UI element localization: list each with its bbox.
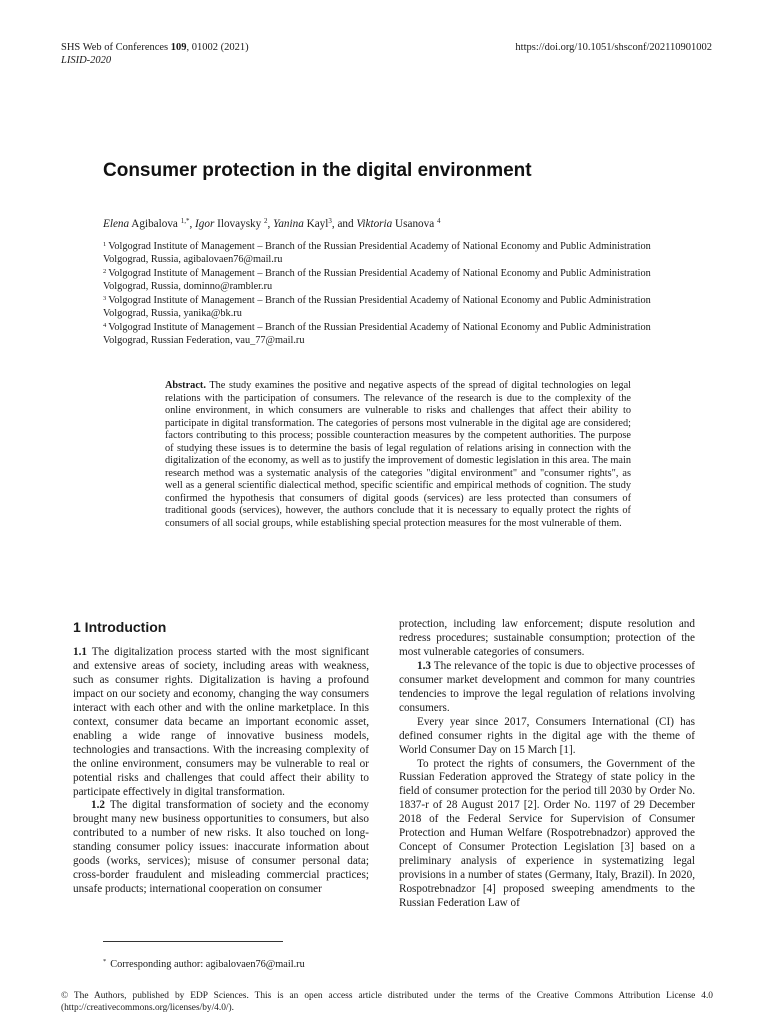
affiliation: [103, 266, 663, 293]
paragraph: [73, 646, 369, 799]
author-first-name: Yanina: [273, 218, 304, 230]
affiliation-text: Volgograd Institute of Management – Branch of the Russian Presidential Academy of National Economy and Public Administration Volgograd, Russian Federation, vau_77@mail.ru: [103, 322, 651, 346]
author: [195, 218, 273, 230]
journal-citation: [61, 41, 249, 54]
paragraph: [399, 660, 695, 716]
author-first-name: Elena: [103, 218, 130, 230]
author-affil-mark: 1,*: [180, 217, 190, 225]
paper-title: Consumer protection in the digital environment: [103, 160, 532, 181]
abstract-text: The study examines the positive and negative aspects of the spread of digital technologies on legal relations with the participation of consumers. The relevance of the research is due to the complexity of the online environment, in which consumers are vulnerable to risks and challenges that affect their ability to participate in digital transformation. The categories of persons most vulnerable in the digital age are considered; factors contributing to this process; possible counteraction measures by the competent authorities. The purpose of studying these issues is to determine the basis of legal regulation of relations arising in connection with the digitalization of the economy, as well as to justify the improvement of domestic legislation in this area. The main research method was a systematic analysis of the categories "digital environment" and "consumer rights", as well as a general scientific dialectical method, specific scientific and empirical methods of cognition. The study confirmed the hypothesis that consumers of digital goods (services) are less protected than consumers of traditional goods (services), however, the authors conclude that it is necessary to equally protect the rights of consumers of all social groups, while establishing special protection measures for the most vulnerable of them.: [165, 380, 631, 529]
affiliation-list: [103, 239, 663, 347]
author-last-name: Kayl: [303, 218, 329, 230]
paragraph-number: 1.1: [73, 646, 87, 658]
author-separator: , and: [331, 218, 357, 230]
author-separator: ,: [267, 218, 274, 230]
paragraph-number: 1.2: [91, 799, 105, 812]
affiliation-text: Volgograd Institute of Management – Branch of the Russian Presidential Academy of National Economy and Public Administration Volgograd, Russia, yanika@bk.ru: [103, 295, 651, 319]
affiliation: [103, 293, 663, 320]
affiliation: [103, 320, 663, 347]
author: [103, 218, 195, 230]
conference-name: LISID-2020: [61, 55, 112, 66]
abstract-label: Abstract.: [165, 380, 206, 391]
abstract: [165, 380, 631, 530]
running-header-left: [61, 41, 249, 67]
author-first-name: Viktoria: [356, 218, 393, 230]
affiliation-number: 1: [103, 241, 107, 248]
paragraph-text: The relevance of the topic is due to objective processes of consumer market development and common for many countries tendencies to improve the legal regulation of relations involving consumers.: [399, 659, 695, 714]
paragraph: To protect the rights of consumers, the Government of the Russian Federation approved the Strategy of state policy in the field of consumer protection for the period till 2030 by Order No. 1837-r of 28 August 2017 [2]. Order No. 1197 of 29 December 2018 of the Federal Service for Supervision of Consumer Protection and Human Welfare (Rospotrebnadzor) approved the Concept of Consumer Protection Legislation [3] based on a preliminary analysis of experience in systematizing legal provisions in a number of states (Germany, Italy, Brazil). In 2020, Rospotrebnadzor [4] proposed sweeping amendments to the Russian Federation Law of: [399, 757, 695, 910]
affiliation-text: Volgograd Institute of Management – Branch of the Russian Presidential Academy of National Economy and Public Administration Volgograd, Russia, agibalovaen76@mail.ru: [103, 241, 651, 265]
paragraph: protection, including law enforcement; dispute resolution and redress procedures; sustainable consumption; protection of the most vulnerable categories of consumers.: [399, 618, 695, 658]
paragraph-number: 1.3: [417, 659, 431, 672]
affiliation-number: 4: [103, 322, 107, 329]
footnote-mark: *: [103, 958, 107, 965]
footnote-text: Corresponding author: agibalovaen76@mail.ru: [110, 959, 305, 970]
paragraph: [73, 799, 369, 897]
affiliation-text: Volgograd Institute of Management – Branch of the Russian Presidential Academy of National Economy and Public Administration Volgograd, Russia, dominno@rambler.ru: [103, 268, 651, 292]
affiliation-number: 3: [103, 295, 107, 302]
journal-pages-year: , 01002 (2021): [186, 42, 249, 53]
section-heading: 1 Introduction: [73, 619, 167, 635]
journal-volume: 109: [170, 42, 187, 53]
doi-link[interactable]: https://doi.org/10.1051/shsconf/202110901002: [515, 42, 712, 53]
author-affil-mark: 4: [437, 217, 441, 225]
body-column-right: [399, 618, 695, 911]
author-list: [103, 214, 441, 231]
author-affil-mark: 3: [328, 217, 332, 225]
footnote-divider: [103, 941, 283, 942]
author: [356, 218, 440, 230]
author-first-name: Igor: [195, 218, 215, 230]
paragraph-text: The digital transformation of society and the economy brought many new business opportunities to consumers, but also contributed to a number of new risks. It also touched on long-standing consumer policy issues: inaccurate information about goods (works, services); misuse of consumer personal data; cross-border fraudulent and misleading commercial practices; unsafe products; international cooperation on consumer: [73, 799, 369, 896]
affiliation: [103, 239, 663, 266]
author-last-name: Usanova: [392, 218, 437, 230]
body-column-left: [73, 618, 369, 897]
journal-name: SHS Web of Conferences: [61, 42, 171, 53]
footnote: [103, 955, 305, 971]
license-notice: © The Authors, published by EDP Sciences. This is an open access article distributed under the terms of the Creative Commons Attribution License 4.0 (http://creativecommons.org/licenses/by/4.0/).: [61, 991, 713, 1013]
author: [273, 218, 356, 230]
affiliation-number: 2: [103, 268, 107, 275]
author-last-name: Ilovaysky: [214, 218, 265, 230]
author-affil-mark: 2: [264, 217, 268, 225]
author-separator: ,: [189, 218, 196, 230]
author-last-name: Agibalova: [129, 218, 181, 230]
paragraph-text: The digitalization process started with the most significant and extensive areas of society, including areas with weakness, such as consumer rights. Digitalization is having a profound impact on our society and economy, changing the way consumers interact with each other and with the online marketplace. In this context, consumer data became an important economic asset, enabling a wide range of innovative business models, technologies and transactions. With the increasing complexity of the online environment, consumers may be vulnerable to real or potential risks and challenges that could affect their ability to participate effectively in digital transformation.: [73, 646, 369, 798]
paragraph: Every year since 2017, Consumers International (CI) has defined consumer rights in the digital age with the theme of World Consumer Day on 15 March [1].: [399, 715, 695, 756]
